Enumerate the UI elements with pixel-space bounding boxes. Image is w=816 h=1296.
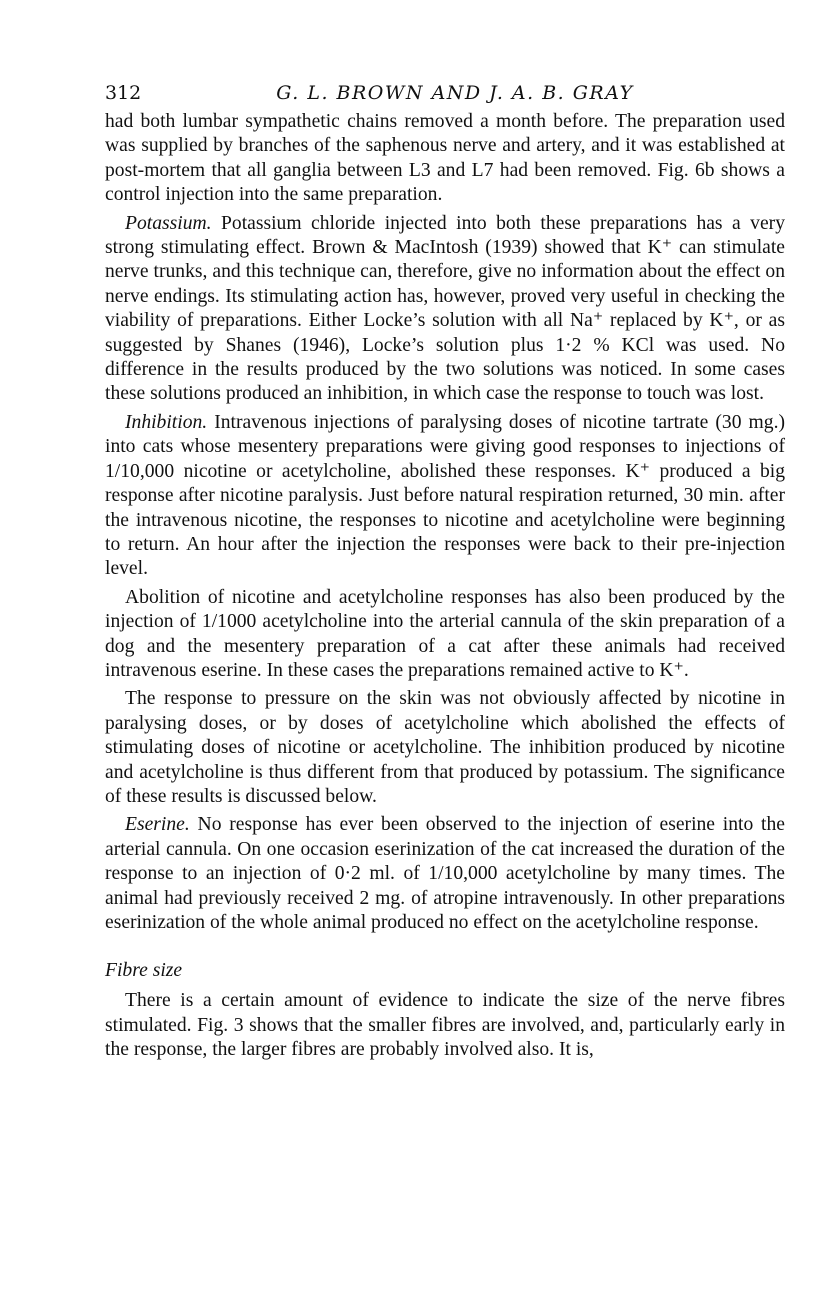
paragraph-text: Abolition of nicotine and acetylcholine responses has also been produced by the injection of 1/1000 acetylcholine into the arterial cannula of the skin preparation of a dog and the mesentery preparation of a cat after these animals had received intravenous eserine. In these cases the preparations remained active to K⁺. — [105, 586, 785, 681]
paragraph-text: had both lumbar sympathetic chains removed a month before. The preparation used was supplied by branches of the saphenous nerve and artery, and it was established at post-mortem that all ganglia between L3 and L7 had been removed. Fig. 6b shows a control injection into the same preparation. — [105, 111, 785, 206]
run-in-heading-inhibition: Inhibition. — [125, 411, 208, 433]
journal-page — [105, 78, 785, 1063]
run-in-heading-potassium: Potassium. — [125, 212, 212, 234]
paragraph-text: Intravenous injections of paralysing doses of nicotine tartrate (30 mg.) into cats whose mesentery preparations were giving good responses to injections of 1/10,000 nicotine or acetylcholine, abolished these responses. K⁺ produced a big response after nicotine paralysis. Just before natural respiration returned, 30 min. after the intravenous nicotine, the responses to nicotine and acetylcholine were beginning to return. An hour after the injection the responses were back to their pre-injection level. — [105, 411, 785, 580]
paragraph-pressure-response — [105, 687, 785, 809]
paragraph-text: The response to pressure on the skin was not obviously affected by nicotine in paralysing doses, or by doses of acetylcholine which abolished the effects of stimulating doses of nicotine or acetylcholine. The inhibition produced by nicotine and acetylcholine is thus different from that produced by potassium. The significance of these results is discussed below. — [105, 688, 785, 807]
paragraph-eserine — [105, 813, 785, 935]
paragraph-text: There is a certain amount of evidence to indicate the size of the nerve fibres stimulated. Fig. 3 shows that the smaller fibres are involved, and, particularly early in the response, the larger fibres are probably involved also. It is, — [105, 990, 785, 1061]
paragraph-text: Potassium chloride injected into both these preparations has a very strong stimulating effect. Brown & MacIntosh (1939) showed that K⁺ can stimulate nerve trunks, and this technique can, therefore, give no information about the effect on nerve endings. Its stimulating action has, however, proved very useful in checking the viability of preparations. Either Locke’s solution with all Na⁺ replaced by K⁺, or as suggested by Shanes (1946), Locke’s solution plus 1·2 % KCl was used. No difference in the results produced by the two solutions was noticed. In some cases these solutions produced an inhibition, in which case the response to touch was lost. — [105, 212, 785, 405]
run-in-heading-eserine: Eserine. — [125, 814, 190, 836]
paragraph-potassium — [105, 212, 785, 407]
paragraph-fibre-size — [105, 989, 785, 1062]
paragraph-continuation — [105, 110, 785, 208]
running-head — [105, 78, 785, 108]
paragraph-abolition — [105, 586, 785, 684]
page-number: 312 — [105, 82, 142, 104]
paragraph-inhibition — [105, 411, 785, 582]
paragraph-text: No response has ever been observed to the injection of eserine into the arterial cannula. On one occasion eserinization of the cat increased the duration of the response to an injection of 0·2 ml. of 1/10,000 acetylcholine by many times. The animal had previously received 2 mg. of atropine intravenously. In other preparations eserinization of the whole animal produced no effect on the acetylcholine response. — [105, 814, 785, 933]
section-heading-fibre-size: Fibre size — [105, 960, 183, 982]
body-text — [105, 110, 785, 1063]
running-head-authors: G. L. BROWN AND J. A. B. GRAY — [276, 82, 634, 104]
